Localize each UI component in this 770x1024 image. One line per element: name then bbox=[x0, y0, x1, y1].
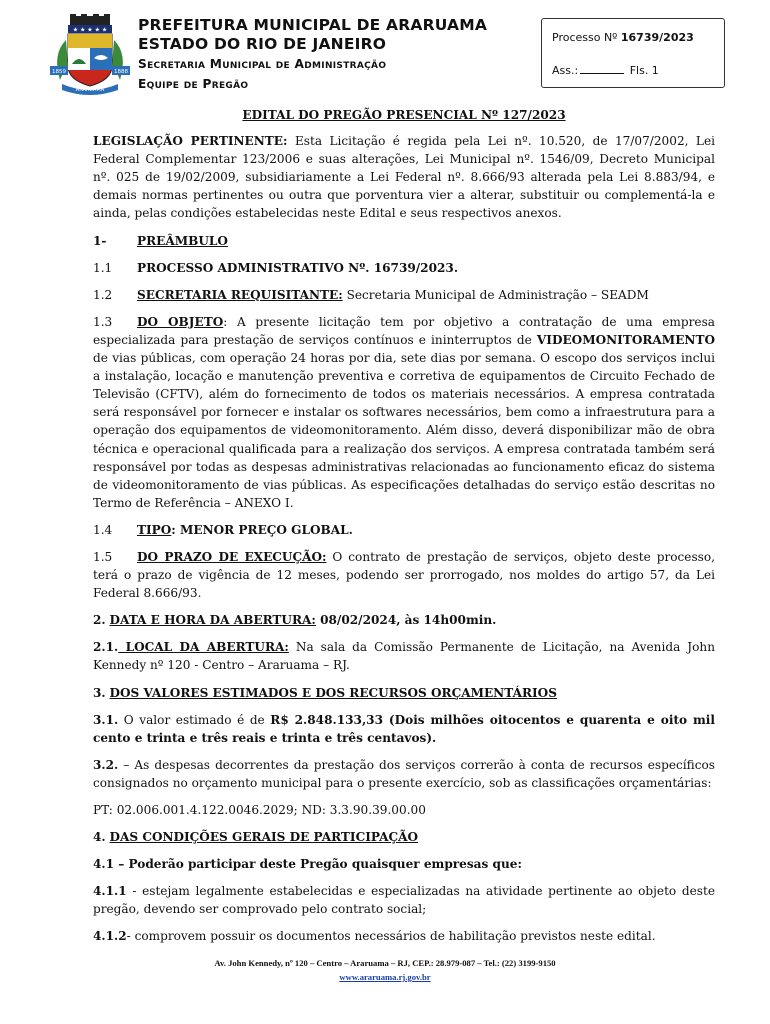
municipal-crest-logo bbox=[48, 14, 132, 96]
header-line-3: Secretaria Municipal de Administração bbox=[138, 57, 387, 71]
process-label: Processo Nº bbox=[552, 31, 618, 44]
fls-label: Fls. 1 bbox=[629, 64, 659, 77]
section-3-heading: 3. DOS VALORES ESTIMADOS E DOS RECURSOS ORÇAMENTÁRIOS bbox=[93, 685, 557, 700]
budget-classification: PT: 02.006.001.4.122.0046.2029; ND: 3.3.90.39.00.00 bbox=[93, 803, 426, 817]
legislation-paragraph: LEGISLAÇÃO PERTINENTE: Esta Licitação é regida pela Lei nº. 10.520, de 17/07/2002, Lei Federal Complementar 123/2006 e suas alterações, Lei Municipal nº. 1546/09, Decreto Municipal nº. 025 de 19/02/2009, subsidiariamente a Lei Federal nº. 8.666/93 alterada pela Lei 8.883/94, e demais normas pertinentes ou outra que porventura vier a alterar, substituir ou complementá-la e ainda, pelas condições estabelecidas neste Edital e seus respectivos anexos. bbox=[93, 134, 715, 221]
section-1-5: 1.5 DO PRAZO DE EXECUÇÃO: O contrato de prestação de serviços, objeto deste processo, terá o prazo de vigência de 12 meses, podendo ser prorrogado, nos moldes do artigo 57, da Lei Federal 8.666/93. bbox=[93, 549, 716, 601]
process-number-line bbox=[552, 31, 694, 44]
organization-header bbox=[138, 16, 487, 94]
header-line-2: ESTADO DO RIO DE JANEIRO bbox=[138, 35, 387, 53]
crest-year-left: 1859 bbox=[52, 69, 66, 75]
document-body bbox=[93, 106, 715, 955]
signature-blank bbox=[580, 63, 624, 74]
crest-banner: ARARUAMA bbox=[75, 87, 105, 93]
section-4-1-2: 4.1.2- comprovem possuir os documentos necessários de habilitação previstos neste edital. bbox=[93, 929, 656, 944]
section-3-2: 3.2. – As despesas decorrentes da prestação dos serviços correrão à conta de recursos específicos consignados no orçamento municipal para o presente exercício, sob as classificações orçamentárias: bbox=[93, 757, 715, 790]
section-4-1-1: 4.1.1 - estejam legalmente estabelecidas e especializadas na atividade pertinente ao objeto deste pregão, devendo ser comprovado pelo contrato social; bbox=[93, 884, 715, 917]
section-3-1: 3.1. O valor estimado é de R$ 2.848.133,33 (Dois milhões oitocentos e quarenta e oito mil cento e trinta e três reais e trinta e três centavos). bbox=[93, 712, 715, 745]
document-title: EDITAL DO PREGÃO PRESENCIAL Nº 127/2023 bbox=[242, 108, 566, 122]
section-2: 2. DATA E HORA DA ABERTURA: 08/02/2024, às 14h00min. bbox=[93, 613, 497, 628]
header-line-4: Equipe de Pregão bbox=[138, 77, 249, 91]
page-footer bbox=[0, 956, 770, 984]
process-number: 16739/2023 bbox=[620, 31, 694, 44]
crest-year-right: 1888 bbox=[114, 69, 128, 75]
section-4-heading: 4. DAS CONDIÇÕES GERAIS DE PARTICIPAÇÃO bbox=[93, 830, 419, 845]
section-1-4: 1.4 TIPO: MENOR PREÇO GLOBAL. bbox=[93, 522, 353, 537]
svg-text:★ ★ ★ ★ ★: ★ ★ ★ ★ ★ bbox=[72, 26, 108, 34]
legislation-label: LEGISLAÇÃO PERTINENTE: bbox=[93, 134, 288, 149]
section-2-1: 2.1. LOCAL DA ABERTURA: Na sala da Comissão Permanente de Licitação, na Avenida John Kennedy nº 120 - Centro – Araruama – RJ. bbox=[93, 640, 715, 673]
footer-website-link[interactable]: www.araruama.rj.gov.br bbox=[339, 972, 431, 982]
section-1-2: 1.2 SECRETARIA REQUISITANTE: Secretaria Municipal de Administração – SEADM bbox=[93, 287, 649, 302]
footer-address: Av. John Kennedy, nº 120 – Centro – Araruama – RJ, CEP.: 28.979-087 – Tel.: (22) 3199-9150 bbox=[214, 958, 556, 968]
section-4-1: 4.1 – Poderão participar deste Pregão quaisquer empresas que: bbox=[93, 857, 522, 872]
section-1-1: 1.1 PROCESSO ADMINISTRATIVO Nº. 16739/2023. bbox=[93, 260, 459, 275]
header-line-1: PREFEITURA MUNICIPAL DE ARARUAMA bbox=[138, 16, 488, 34]
section-1-3: 1.3 DO OBJETO: A presente licitação tem por objetivo a contratação de uma empresa especializada para prestação de serviços contínuos e ininterruptos de VIDEOMONITORAMENTO de vias públicas, com operação 24 horas por dia, sete dias por semana. O escopo dos serviços inclui a instalação, locação e manutenção preventiva e corretiva de equipamentos de Circuito Fechado de Televisão (CFTV), além do fornecimento de todos os materiais necessários. A empresa contratada será responsável por fornecer e instalar os softwares necessários, bem como a infraestrutura para a operação dos equipamentos de videomonitoramento. Além disso, deverá disponibilizar mão de obra técnica e operacional qualificada para a realização dos serviços. A empresa contratada também será responsável por todas as despesas administrativas relacionadas ao funcionamento eficaz do sistema de videomonitoramento de vias públicas. As especificações detalhadas do serviço estão descritas no Termo de Referência – ANEXO I. bbox=[93, 314, 716, 510]
section-1-heading: 1- PREÂMBULO bbox=[93, 233, 228, 248]
process-box bbox=[541, 18, 725, 88]
signature-line bbox=[552, 63, 659, 77]
ass-label: Ass.: bbox=[552, 64, 579, 77]
